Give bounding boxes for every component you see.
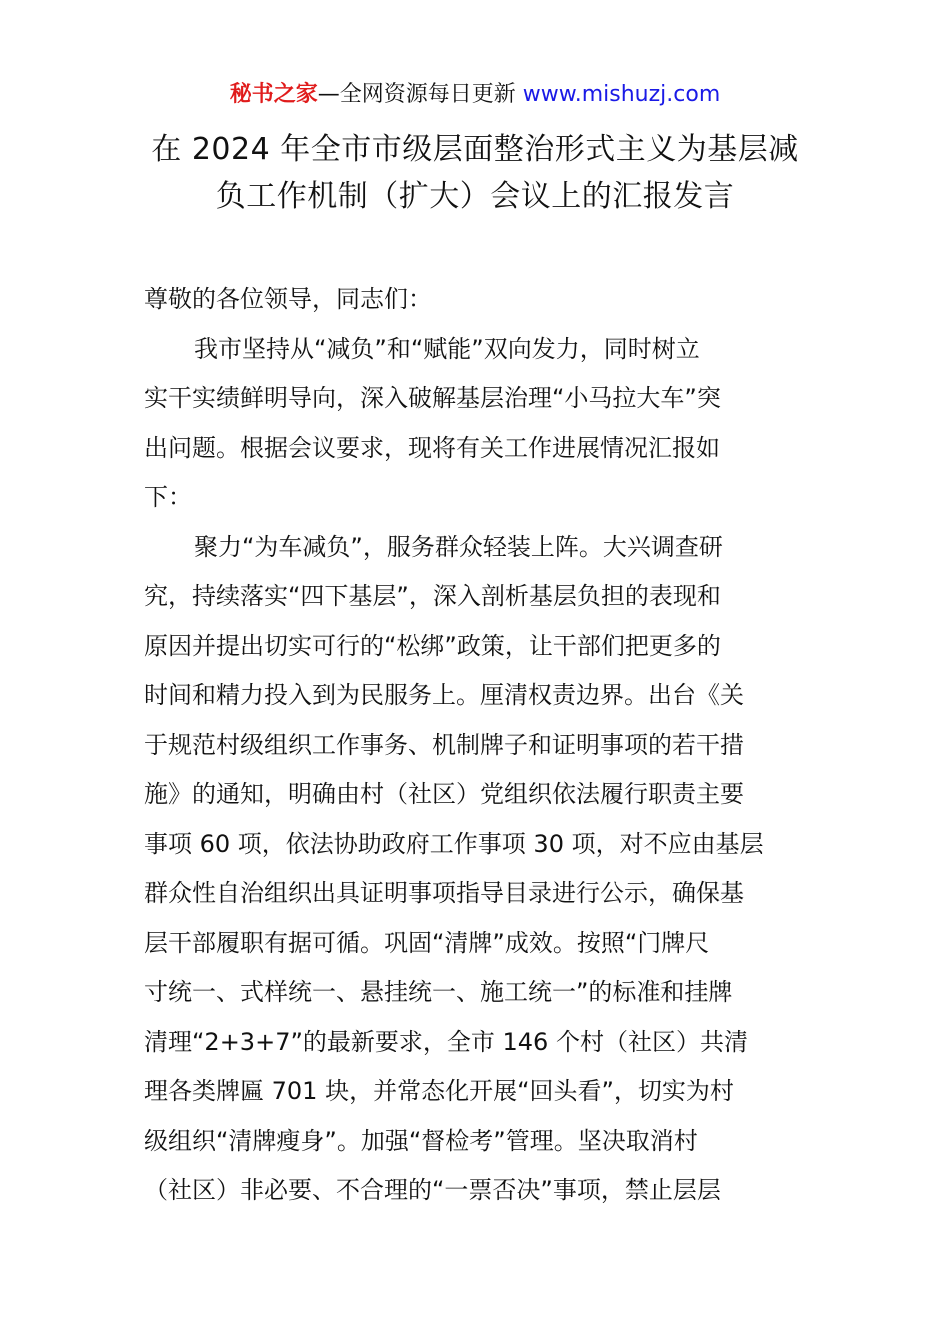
- body-line: 于规范村级组织工作事务、机制牌子和证明事项的若干措: [144, 730, 744, 759]
- body-line: 究，持续落实“四下基层”，深入剖析基层负担的表现和: [144, 582, 721, 610]
- title-line-1: 在 2024 年全市市级层面整治形式主义为基层减: [151, 132, 799, 167]
- body-line: 群众性自治组织出具证明事项指导目录进行公示，确保基: [144, 879, 744, 907]
- body-line: （社区）非必要、不合理的“一票否决”事项，禁止层层: [144, 1176, 721, 1204]
- salutation: 尊敬的各位领导，同志们：: [144, 285, 432, 313]
- body-line: 原因并提出切实可行的“松绑”政策，让干部们把更多的: [144, 631, 721, 660]
- brand-name: 秘书之家: [229, 82, 318, 107]
- header-tagline: —全网资源每日更新: [317, 82, 523, 107]
- body-line: 下：: [144, 483, 192, 511]
- site-header: [0, 78, 950, 112]
- body-line: 施》的通知，明确由村（社区）党组织依法履行职责主要: [144, 780, 744, 808]
- document-title: [0, 126, 950, 220]
- body-line: 级组织“清牌瘦身”。加强“督检考”管理。坚决取消村: [144, 1126, 698, 1155]
- body-line: 事项 60 项，依法协助政府工作事项 30 项，对不应由基层: [144, 829, 764, 858]
- title-line-2: 负工作机制（扩大）会议上的汇报发言: [215, 179, 735, 214]
- document-body: [144, 275, 808, 1216]
- body-line: 实干实绩鲜明导向，深入破解基层治理“小马拉大车”突: [144, 384, 721, 412]
- body-line: 清理“2+3+7”的最新要求，全市 146 个村（社区）共清: [144, 1027, 748, 1056]
- site-url-link[interactable]: www.mishuzj.com: [522, 82, 721, 107]
- body-line: 层干部履职有据可循。巩固“清牌”成效。按照“门牌尺: [144, 928, 710, 957]
- body-line: 我市坚持从“减负”和“赋能”双向发力，同时树立: [194, 334, 700, 363]
- body-line: 时间和精力投入到为民服务上。厘清权责边界。出台《关: [144, 681, 744, 709]
- body-line: 理各类牌匾 701 块，并常态化开展“回头看”，切实为村: [144, 1077, 734, 1105]
- body-line: 寸统一、式样统一、悬挂统一、施工统一”的标准和挂牌: [144, 978, 733, 1006]
- body-line: 出问题。根据会议要求，现将有关工作进展情况汇报如: [144, 433, 720, 462]
- body-line: 聚力“为车减负”，服务群众轻装上阵。大兴调查研: [194, 532, 723, 561]
